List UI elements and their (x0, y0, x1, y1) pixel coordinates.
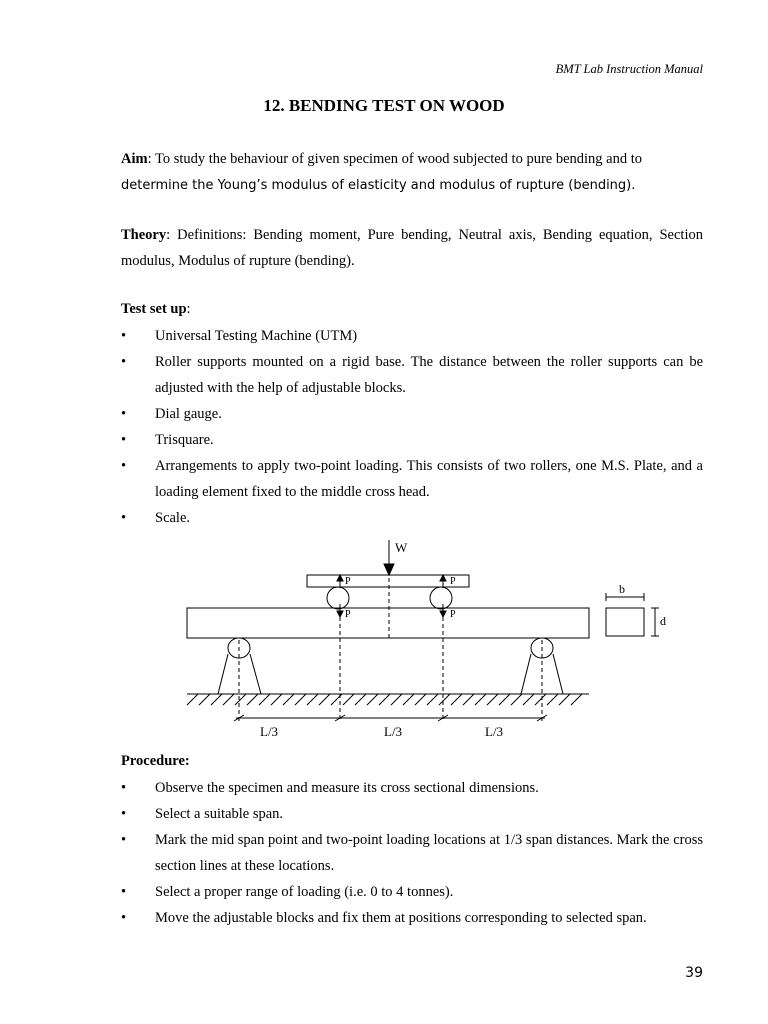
list-item (121, 827, 703, 879)
bullet: • (121, 884, 127, 900)
bullet: • (121, 406, 127, 422)
bullet: • (121, 780, 127, 796)
setup-heading-text: Test set up (121, 301, 187, 317)
bullet: • (121, 510, 127, 526)
p-label-bottom-right: P (450, 609, 456, 620)
theory-label: Theory (121, 227, 167, 243)
bullet: • (121, 832, 127, 848)
wood-beam (187, 608, 589, 638)
setup-heading-colon: : (186, 301, 191, 317)
procedure-heading: Procedure: (121, 753, 190, 769)
list-item (121, 905, 703, 931)
list-item-text: Universal Testing Machine (UTM) (155, 328, 358, 344)
span-label-1: L/3 (260, 724, 279, 739)
page-title: 12. BENDING TEST ON WOOD (263, 96, 505, 115)
reaction-arrow-head-right (440, 575, 446, 581)
list-item-text: Trisquare. (155, 432, 214, 448)
load-label-w: W (395, 540, 408, 555)
loading-roller-right (430, 587, 452, 609)
depth-label-d: d (660, 614, 666, 628)
list-item (121, 879, 703, 905)
list-item-text: Mark the mid span point and two-point loading locations at 1/3 span distances. Mark the cross section lines at these locations. (155, 832, 703, 874)
list-item-text: Select a suitable span. (155, 806, 284, 822)
list-item-text: Select a proper range of loading (i.e. 0 to 4 tonnes). (155, 884, 454, 900)
bullet: • (121, 910, 127, 926)
aim-label: Aim (121, 151, 148, 167)
running-header: BMT Lab Instruction Manual (555, 62, 703, 76)
reaction-arrow-head-left (337, 575, 343, 581)
list-item-text: Dial gauge. (155, 406, 222, 422)
bullet: • (121, 432, 127, 448)
list-item-text: Roller supports mounted on a rigid base. The distance between the roller supports can be adjusted with the help of adjustable blocks. (155, 354, 703, 396)
span-label-3: L/3 (485, 724, 504, 739)
list-item (121, 801, 703, 827)
bullet: • (121, 458, 127, 474)
bullet: • (121, 328, 127, 344)
list-item-text: Arrangements to apply two-point loading. This consists of two rollers, one M.S. Plate, and a loading element fixed to the middle cross head. (155, 458, 703, 500)
dashed-reference-lines (239, 578, 542, 722)
list-item-text: Move the adjustable blocks and fix them at positions corresponding to selected span. (155, 910, 647, 926)
bullet: • (121, 806, 127, 822)
load-arrow-head (384, 564, 394, 575)
support-pedestal-right (521, 654, 563, 694)
span-label-2: L/3 (384, 724, 403, 739)
list-item-text: Observe the specimen and measure its cross sectional dimensions. (155, 780, 539, 796)
aim-text-line2: determine the Young’s modulus of elasticity and modulus of rupture (bending). (121, 178, 636, 193)
p-label-bottom-left: P (345, 609, 351, 620)
ground-hatching (187, 694, 582, 705)
procedure-list (121, 775, 703, 931)
aim-text-line1: : To study the behaviour of given specimen of wood subjected to pure bending and to (147, 151, 643, 167)
page-number: 39 (685, 965, 703, 981)
bullet: • (121, 354, 127, 370)
theory-text: : Definitions: Bending moment, Pure bending, Neutral axis, Bending equation, Section modulus, Modulus of rupture (bending). (121, 227, 703, 269)
support-pedestal-left (218, 654, 261, 694)
loading-roller-left (327, 587, 349, 609)
list-item-text: Scale. (155, 510, 191, 526)
p-label-top-right: P (450, 576, 456, 587)
cross-section (606, 608, 644, 636)
width-label-b: b (619, 582, 625, 596)
list-item (121, 775, 703, 801)
p-label-top-left: P (345, 576, 351, 587)
